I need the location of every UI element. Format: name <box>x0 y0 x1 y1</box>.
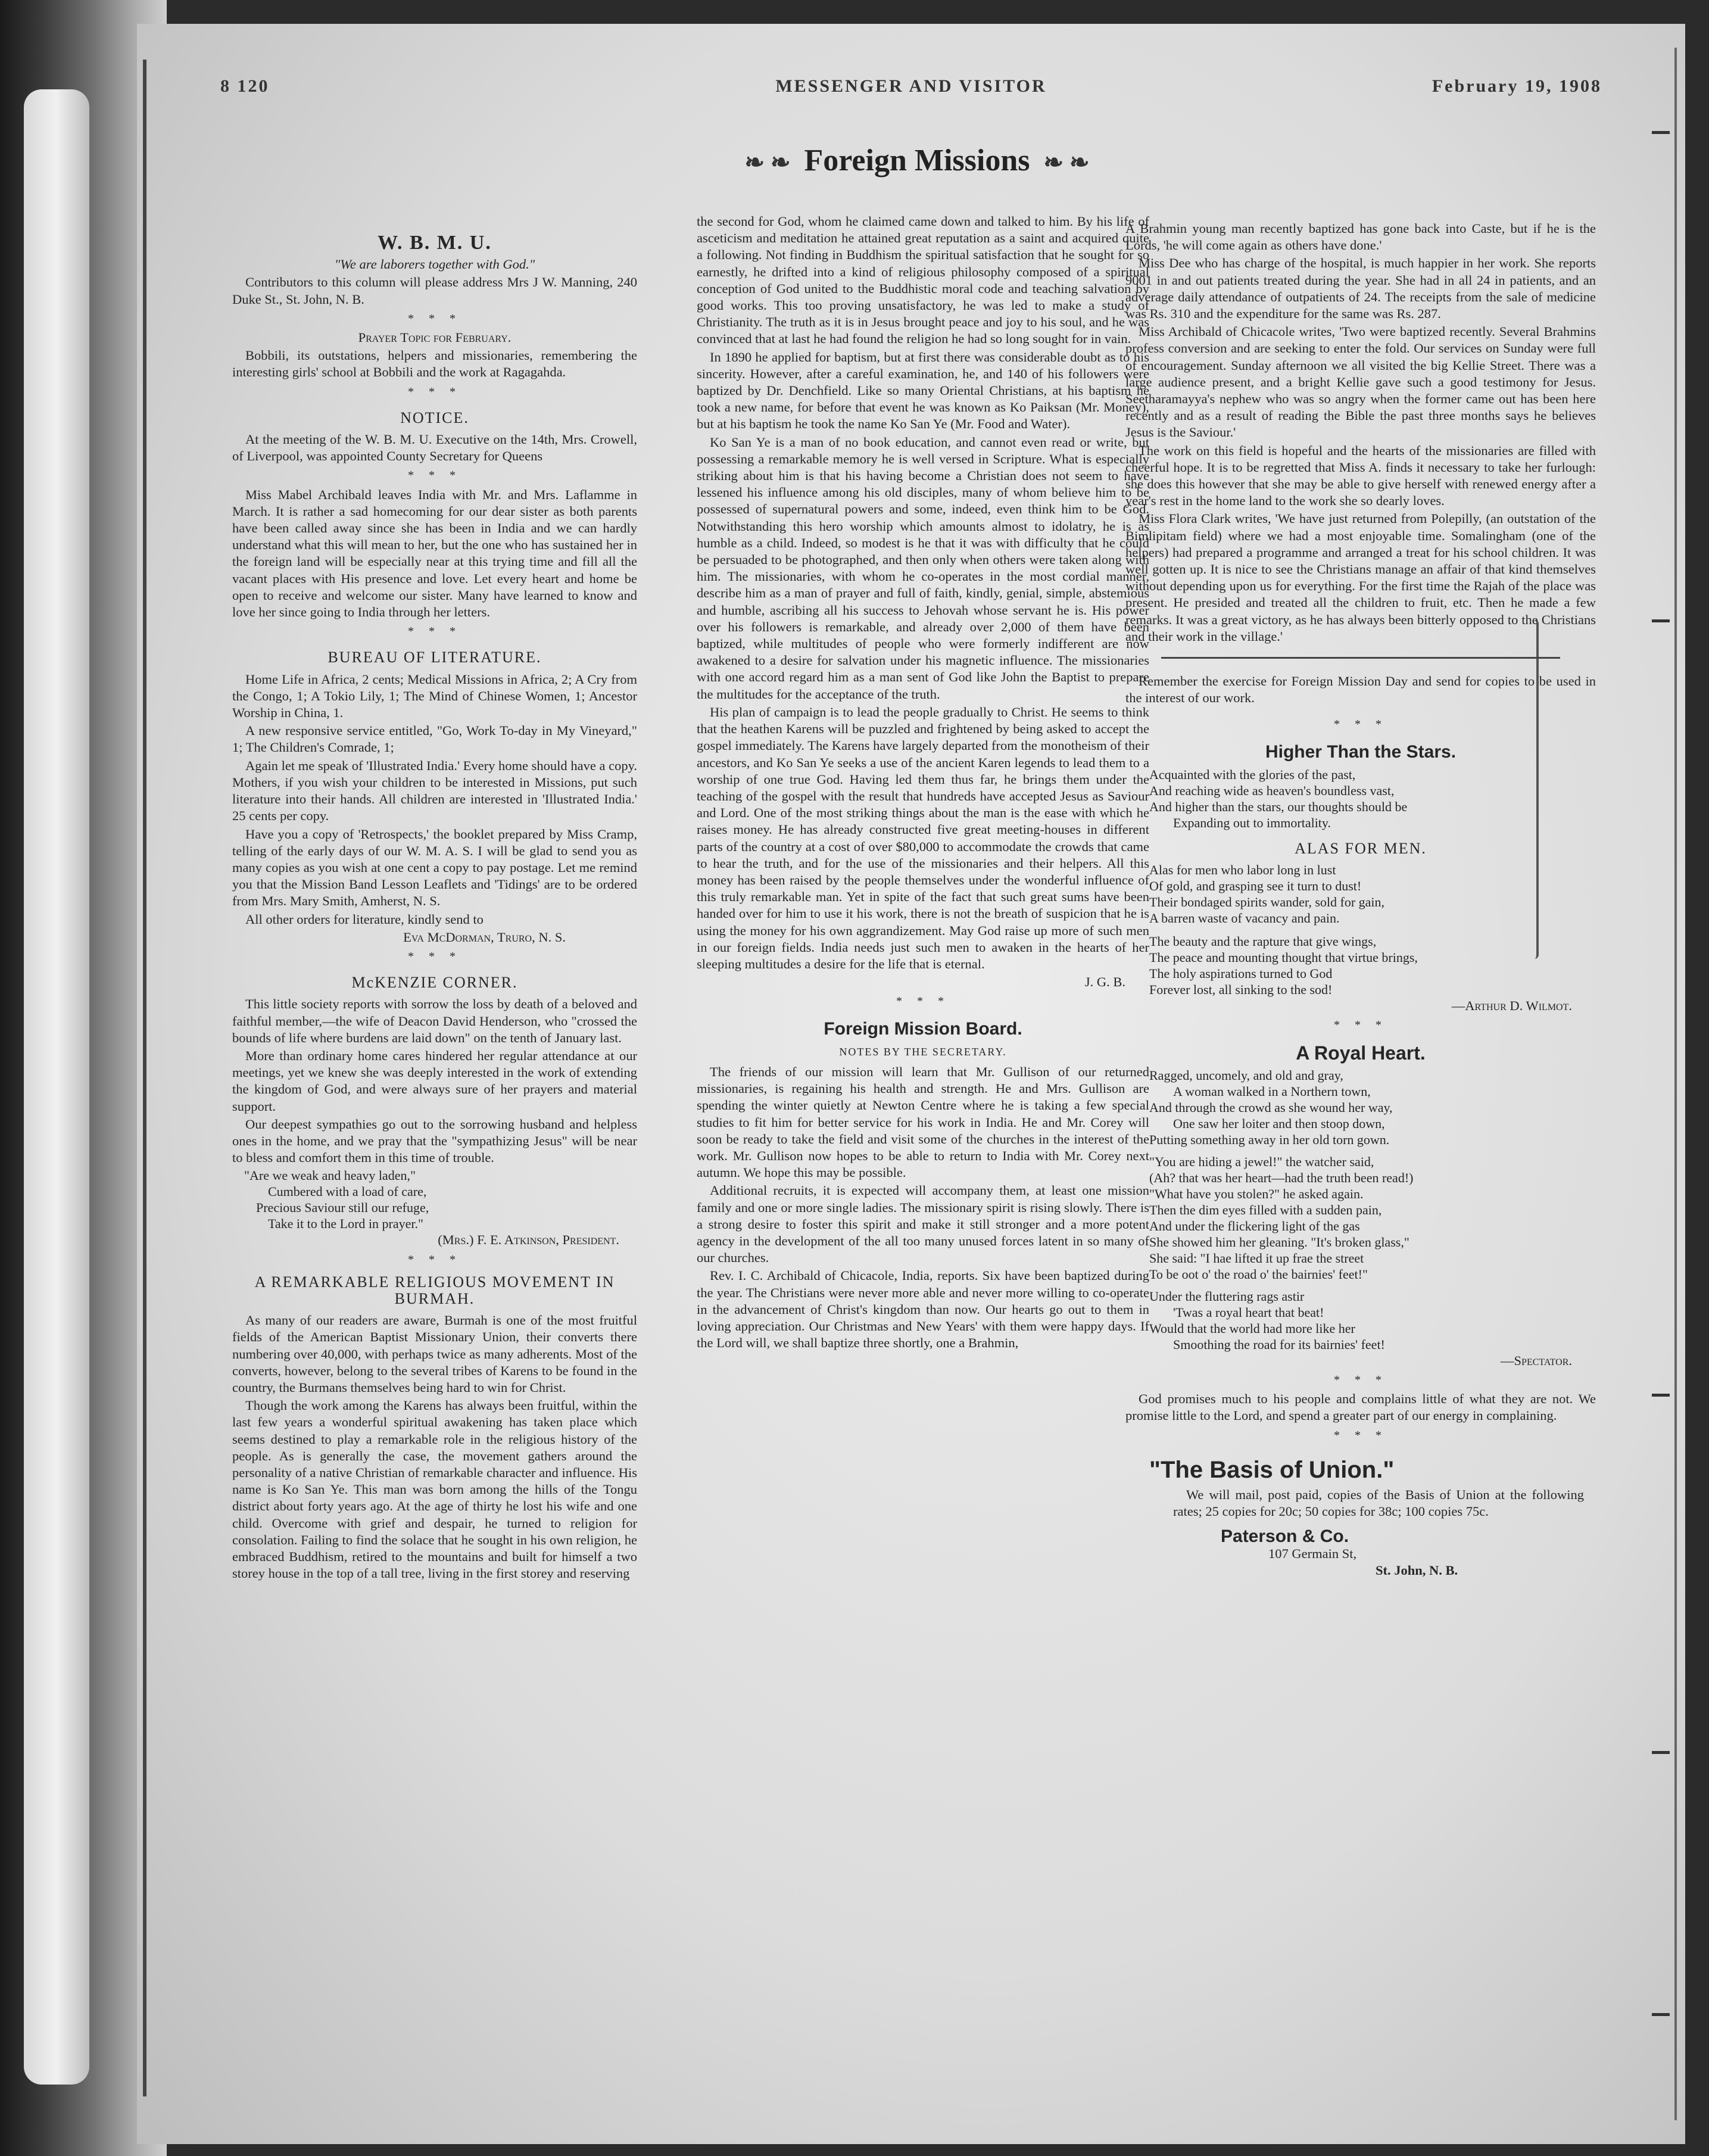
fmb-continued: Miss Flora Clark writes, 'We have just returned from Polepilly, (an outstation of the Bimlipitam field) where we had a most enjoyable time. Somalingham (one of the helpers) had prepared a programme and arranged a treat for his school children. It was well gotten up. It is nice to see the Christians manage an affair of that kind themselves without depending upon us for everything. For the first time the Rajah of the place was present. He presided and treated all the children to fruit, etc. Then he made a few remarks. It was a great victory, as he has always been bitterly opposed to the Christians and their work in the village.' <box>1125 511 1596 644</box>
royal-heart-signature: —Spectator. <box>1501 1353 1572 1368</box>
bureau-signature: Eva McDorman, Truro, N. S. <box>403 929 566 945</box>
page-edge-right <box>1674 48 1677 2120</box>
notice-text: At the meeting of the W. B. M. U. Executive on the 14th, Mrs. Crowell, of Liverpool, was appointed County Secretary for Queens <box>232 432 637 464</box>
fmb-continued: A Brahmin young man recently baptized has gone back into Caste, but if he is the Lords, 'he will come again as others have done.' <box>1125 221 1596 253</box>
burmah-continued: Ko San Ye is a man of no book education, and cannot even read or write, but possessing a remarkable memory he is well versed in Scripture. What is especially striking about him is that his having become a Christian does not seem to have lessened his influence among his old disciples, many of whom believe him to be possessed of supernatural powers and some, indeed, even think him to be God. Notwithstanding this hero worship which amounts almost to idolatry, he is as humble as a child. Indeed, so modest is he that it was with difficulty that he could be persuaded to be photographed, and then only when others were taken along with him. The missionaries, with whom he co-operates in the most cordial manner, describe him as a man of prayer and full of faith, kindly, genial, simple, abstemious and humble, ascribing all his success to Jehovah whose servant he is. His power over his followers is remarkable, and already over 2,000 of them have been baptized, while multitudes of people who were formerly indifferent are now awakened to a desire for salvation under his magnetic influence. The missionaries with one accord regard him as a man sent of God like John the Baptist to prepare the multitudes for the acceptance of the truth. <box>697 434 1149 702</box>
fmb-continued: Miss Dee who has charge of the hospital, is much happier in her work. She reports 9001 in and out patients treated during the year. She had in all 24 in patients, and an adverage daily attendance of outpatients of 24. The receipts from the sale of medicine was Rs. 310 and the expenditure for the same was Rs. 287. <box>1125 256 1596 322</box>
fmb-paragraph: Rev. I. C. Archibald of Chicacole, India, reports. Six have been baptized during the year. The Christians were never more able and never more willing to co-operate in the advancement of Christ's kingdom than now. Our hearts go out to them in loving appreciation. Our Christmas and New Years' with them were happy days. If the Lord will, we shall baptize three shortly, one a Brahmin, <box>697 1268 1149 1351</box>
wbmu-heading: W. B. M. U. <box>378 232 492 254</box>
burmah-continued: In 1890 he applied for baptism, but at first there was considerable doubt as to his sincerity. However, after a careful examination, he, and 140 of his followers were baptized by Dr. Denchfield. Like so many Oriental Christians, at his baptism he took a new name, for before that event he was known as Ko Paiksan (Mr. Money), but at his baptism he took the name Ko San Ye (Mr. Food and Water). <box>697 349 1149 432</box>
bureau-paragraph: Have you a copy of 'Retrospects,' the booklet prepared by Miss Cramp, telling of the early days of our W. M. A. S. I will be glad to send you as many copies as you wish at one cent a copy to pay postage. Let me remind you that the Mission Band Lesson Leaflets and 'Tidings' are to be ordered from Mrs. Mary Smith, Amherst, N. S. <box>232 826 637 909</box>
prayer-topic-heading: Prayer Topic for February. <box>358 330 512 345</box>
bureau-paragraph: Home Life in Africa, 2 cents; Medical Missions in Africa, 2; A Cry from the Congo, 1; A Tokio Lily, 1; The Mind of Chinese Women, 1; Ancestor Worship in China, 1. <box>232 671 637 721</box>
mckenzie-signature: (Mrs.) F. E. Atkinson, President. <box>438 1232 619 1248</box>
divider <box>1161 657 1560 659</box>
fmb-subheading: NOTES BY THE SECRETARY. <box>839 1045 1007 1058</box>
bureau-paragraph: All other orders for literature, kindly send to <box>245 911 484 927</box>
royal-heart-heading: A Royal Heart. <box>1296 1042 1426 1064</box>
page-number: 8 120 <box>220 76 270 96</box>
burmah-paragraph: Though the work among the Karens has always been fruitful, within the last few years a wonderful spiritual awakening has taken place which seems destined to play a remarkable role in the religious history of the people. As is generally the case, the movement gathers around the personality of a native Christian of remarkable character and influence. His name is Ko San Ye. This man was born among the hills of the Tongu district about forty years ago. At the age of thirty he lost his wife and one child. Overcome with grief and despair, he turned to religion for consolation. Failing to find the solace that he sought in his own religion, he embraced Buddhism, retired to the mountains and built for himself a two storey house in the top of a tall tree, living in the first storey and reserving <box>232 1398 637 1581</box>
burmah-signature: J. G. B. <box>1084 974 1125 990</box>
archibald-paragraph: Miss Mabel Archibald leaves India with Mr. and Mrs. Laflamme in March. It is rather a sad homecoming for our dear sister as both parents have been called away since she has been in India and we can hardly understand what this will mean to her, but the one who has sustained her in the foreign land will be especially near at this trying time and fill all the vacant places with His presence and love. Let every heart and home be open to receive and welcome our sister. Many have learned to know and love her since going to India through her letters. <box>232 487 637 620</box>
bureau-paragraph: A new responsive service entitled, "Go, Work To-day in My Vineyard," 1; The Children's Comrade, 1; <box>232 723 637 755</box>
ad-city: St. John, N. B. <box>1376 1562 1458 1578</box>
burmah-paragraph: As many of our readers are aware, Burmah is one of the most fruitful fields of the American Baptist Missionary Union, their converts there numbering over 40,000, with perhaps twice as many adherents. Most of the converts, however, belong to the several tribes of Karens to be found in the country, the Burmans themselves being hard to win for Christ. <box>232 1313 637 1395</box>
section-title: Foreign Missions <box>804 144 1030 177</box>
burmah-heading: A REMARKABLE RELIGIOUS MOVEMENT IN BURMAH. <box>254 1273 615 1307</box>
page-edge-left <box>143 60 146 2096</box>
mckenzie-paragraph: This little society reports with sorrow the loss by death of a beloved and faithful member,—the wife of Deacon David Henderson, who "crossed the bounds of life where burdens are laid down" on the tenth of January last. <box>232 996 637 1045</box>
leaf-ornament-icon: ❧ ❧ <box>744 149 791 176</box>
hymn-verse: "Are we weak and heavy laden," Cumbered with a load of care, Precious Saviour still our refuge, Take it to the Lord in prayer." <box>244 1168 429 1232</box>
basis-of-union-ad-heading: "The Basis of Union." <box>1149 1456 1395 1483</box>
burmah-continued: His plan of campaign is to lead the people gradually to Christ. He seems to think that the heathen Karens will be puzzled and frightened by being asked to accept the gospel immediately. The Karens have largely departed from the monotheism of their ancestors, and Ko San Ye seeks a use of the ancient Karen legends to lead them to a worship of one true God. Having led them thus far, he brings them under the teaching of the gospel with the result that hundreds have accepted Jesus as Saviour and Lord. One of the most striking things about the man is the ease with which he raises money. He has already constructed five great meeting-houses in different parts of the country at a cost of over $80,000 to accommodate the crowds that came to hear the truth, and for the use of the missionaries and their helpers. All this money has been raised by the people themselves under the wonderful influence of this truly remarkable man. Yet in spite of the fact that such great sums have been handed over for him to use it his work, there is not the breath of suspicion that he is using the money for his own aggrandizement. May God raise up more of such men in our foreign fields. India needs just such men to awaken in the hearts of her sleeping multitudes a desire for the life that is eternal. <box>697 704 1149 971</box>
notice-heading: NOTICE. <box>400 409 469 426</box>
alas-poem: Alas for men who labor long in lust Of gold, and grasping see it turn to dust! Their bondaged spirits wander, sold for gain, A barren waste of vacancy and pain. The beauty and the rapture that give wings, The peace and mounting thought that virtue brings, The holy aspirations turned to God Forever lost, all sinking to the sod! <box>1149 862 1418 998</box>
stars-poem-heading: Higher Than the Stars. <box>1265 741 1457 762</box>
prayer-topic-text: Bobbili, its outstations, helpers and missionaries, remembering the interesting girls' school at Bobbili and the work at Ragagahda. <box>232 348 637 380</box>
ad-firm-name: Paterson & Co. <box>1221 1526 1349 1547</box>
column-middle: the second for God, whom he claimed came down and talked to him. By his life of asceticism and meditation he attained great reputation as a saint and acquired quite a following. Not finding in Buddhism the spiritual satisfaction that he sought for so earnestly, he drifted into a kind of religious philosophy composed of a spiritual conception of God united to the Buddhistic moral code and teaching salvation by good works. This too proving unsatisfactory, he was led to make a study of Christianity. The truth as it is in Jesus brought peace and joy to his soul, and he was convinced that at last he had found the religion he had so long sought for in vain. In 1890 he applied for baptism, but at first there was considerable doubt as to his sincerity. However, after a careful examination, he, and 140 of his followers were baptized by Dr. Denchfield. Like so many Oriental Christians, at his baptism he took a new name, for before that event he was known as Ko Paiksan (Mr. Money), but at his baptism he took the name Ko San Ye (Mr. Food and Water). Ko San Ye is a man of no book education, and cannot even read or write, but possessing a remarkable memory he is well versed in Scripture. What is especially striking about him is that his having become a Christian does not seem to have lessened his influence among his old disciples, many of whom believe him to be possessed of supernatural powers and some, indeed, even think him to be God. Notwithstanding this hero worship which amounts almost to idolatry, he is as humble as a child. Indeed, so modest is he that it was with difficulty that he could be persuaded to be photographed, and then only when others were taken along with him. The missionaries, with whom he co-operates in the most cordial manner, describe him as a man of prayer and full of faith, kindly, genial, simple, abstemious and humble, ascribing all his success to Jehovah whose servant he is. His power over his followers is remarkable, and already over 2,000 of them have been baptized, while multitudes of people who were formerly indifferent are now awakened to a desire for salvation under his magnetic influence. The missionaries with one accord regard him as a man sent of God like John the Baptist to prepare the multitudes for the acceptance of the truth. His plan of campaign is to lead the people gradually to Christ. He seems to think that the heathen Karens will be puzzled and frightened by being asked to accept the gospel immediately. The Karens have largely departed from the monotheism of their ancestors, and Ko San Ye seeks a use of the ancient Karen legends to lead them to a worship of one true God. Having led them thus far, he brings them under the teaching of the gospel with the result that hundreds have accepted Jesus as Saviour and Lord. One of the most striking things about the man is the ease with which he raises money. He has already constructed five great meeting-houses in different parts of the country at a cost of over $80,000 to accommodate the crowds that came to hear the truth, and for the use of the missionaries and their helpers. All this money has been raised by the people themselves under the wonderful influence of this truly remarkable man. Yet in spite of the fact that such great sums have been handed over for him to use it his work, there is not the breath of suspicion that he is using the money for his own aggrandizement. May God raise up more of such men in our foreign fields. India needs just such men to awaken in the hearts of her sleeping multitudes a desire for the life that is eternal. J. G. B. * * * Foreign Mission Board. NOTES BY THE SECRETARY. The friends of our mission will learn that Mr. Gullison of our returned missionaries, is regaining his health and strength. He and Mrs. Gullison are spending the winter quietly at Newton Centre where he is taking a few special studies to fit him for better service for his work in India. He and Mr. Corey will soon be ready to take the field and visit some of the churches in the interest of the work. Mr. Gullison now hopes to be able to return to India with Mr. Corey next autumn. We hope this may be possible. Additional recruits, it is expected will accompany them, at least one mission family and one or more single ladies. The missionary spirit is rising slowly. There is a strong desire to foster this spirit and make it still stronger and a more potent agency in the development of the all too many unused forces latent in so many of our churches. Rev. I. C. Archibald of Chicacole, India, reports. Six have been baptized during the year. The Christians were never more able and never more willing to co-operate in the advancement of Christ's kingdom than now. Our hearts go out to them in loving appreciation. Our Christmas and New Years' with them were happy days. If the Lord will, we shall baptize three shortly, one a Brahmin, <box>697 213 1149 1353</box>
binding-strip <box>24 89 89 2085</box>
basis-of-union-ad-text: We will mail, post paid, copies of the Basis of Union at the following rates; 25 copies for 20c; 50 copies for 38c; 100 copies 75c. <box>1173 1487 1584 1519</box>
leaf-ornament-icon: ❧ ❧ <box>1043 149 1090 176</box>
paper-name: MESSENGER AND VISITOR <box>775 76 1047 96</box>
bureau-paragraph: Again let me speak of 'Illustrated India.' Every home should have a copy. Mothers, if you wish your children to be interested in Missions, put such literature into their hands. All children are interested in 'Illustrated India.' 25 cents per copy. <box>232 758 637 824</box>
promise-note: God promises much to his people and complains little of what they are not. We promise little to the Lord, and spend a greater part of our energy in complaining. <box>1125 1391 1596 1423</box>
fmb-continued: Miss Archibald of Chicacole writes, 'Two were baptized recently. Several Brahmins profess conversion and are seeking to enter the fold. Our services on Sunday were full of encouragement. Sunday afternoon we all visited the big Kellie Street. There was a large audience present, and a bright Kellie gave such a good testimony for Jesus. Seetharamayya's nephew who was so angry when the former came out has been here recently and as a result of reading the Bible the past three months says he believes Jesus is the Saviour.' <box>1125 324 1596 440</box>
mckenzie-heading: McKENZIE CORNER. <box>351 974 518 992</box>
wbmu-motto: "We are laborers together with God." <box>334 257 535 272</box>
ad-street-address: 107 Germain St, <box>1268 1546 1357 1561</box>
foreign-mission-day-note: Remember the exercise for Foreign Mission Day and send for copies to be used in the interest of our work. <box>1125 674 1596 706</box>
contributors-note: Contributors to this column will please address Mrs J W. Manning, 240 Duke St., St. John, N. B. <box>232 275 637 307</box>
issue-date: February 19, 1908 <box>1432 76 1602 96</box>
mckenzie-paragraph: Our deepest sympathies go out to the sorrowing husband and helpless ones in the home, and we pray that the "sympathizing Jesus" will be near to bless and comfort them in this time of trouble. <box>232 1116 637 1166</box>
fmb-heading: Foreign Mission Board. <box>824 1018 1022 1039</box>
stars-poem: Acquainted with the glories of the past, And reaching wide as heaven's boundless vast, And higher than the stars, our thoughts should be Expanding out to immortality. <box>1149 767 1408 830</box>
section-masthead <box>673 143 1161 178</box>
column-left: W. B. M. U. "We are laborers together with God." Contributors to this column will please address Mrs J W. Manning, 240 Duke St., St. John, N. B. * * * Prayer Topic for February. Bobbili, its outstations, helpers and missionaries, remembering the interesting girls' school at Bobbili and the work at Ragagahda. * * * NOTICE. At the meeting of the W. B. M. U. Executive on the 14th, Mrs. Crowell, of Liverpool, was appointed County Secretary for Queens * * * Miss Mabel Archibald leaves India with Mr. and Mrs. Laflamme in March. It is rather a sad homecoming for our dear sister as both parents have been called away since she has been in India and we can hardly understand what this will mean to her, but the one who has sustained her in the foreign land will be especially near at this trying time and fill all the vacant places with His presence and love. Let every heart and home be open to receive and welcome our sister. Many have learned to know and love her since going to India through her letters. * * * BUREAU OF LITERATURE. Home Life in Africa, 2 cents; Medical Missions in Africa, 2; A Cry from the Congo, 1; A Tokio Lily, 1; The Mind of Chinese Women, 1; Ancestor Worship in China, 1. A new responsive service entitled, "Go, Work To-day in My Vineyard," 1; The Children's Comrade, 1; Again let me speak of 'Illustrated India.' Every home should have a copy. Mothers, if you wish your children to be interested in Missions, put such literature into their hands. All children are interested in 'Illustrated India.' 25 cents per copy. Have you a copy of 'Retrospects,' the booklet prepared by Miss Cramp, telling of the early days of our W. M. A. S. I will be glad to send you as many copies as you wish at one cent a copy to pay postage. Let me remind you that the Mission Band Lesson Leaflets and 'Tidings' are to be ordered from Mrs. Mary Smith, Amherst, N. S. All other orders for literature, kindly send to Eva McDorman, Truro, N. S. * * * McKENZIE CORNER. This little society reports with sorrow the loss by death of a beloved and faithful member,—the wife of Deacon David Henderson, who "crossed the bounds of life where burdens are laid down" on the tenth of January last. More than ordinary home cares hindered her regular attendance at our meetings, yet we knew she was deeply interested in the work of extending the kingdom of God, and were always sure of her prayers and material support. Our deepest sympathies go out to the sorrowing husband and helpless ones in the home, and we pray that the "sympathizing Jesus" will be near to bless and comfort them in this time of trouble. "Are we weak and heavy laden," Cumbered with a load of care, Precious Saviour still our refuge, Take it to the Lord in prayer." (Mrs.) F. E. Atkinson, President. * * * A REMARKABLE RELIGIOUS MOVEMENT IN BURMAH. As many of our readers are aware, Burmah is one of the most fruitful fields of the American Baptist Missionary Union, their converts there numbering over 40,000, with perhaps twice as many adherents. Most of the converts, however, belong to the several tribes of Karens to be found in the country, the Burmans themselves being hard to win for Christ. Though the work among the Karens has always been fruitful, within the last few years a wonderful spiritual awakening has taken place which seems destined to play a remarkable role in the religious history of the people. As is generally the case, the movement gathers around the personality of a native Christian of remarkable character and influence. His name is Ko San Ye. This man was born among the hills of the Tongu district about forty years ago. At the age of thirty he lost his wife and one child. Overcome with grief and despair, he turned to religion for consolation. Failing to find the solace that he sought in his own religion, he embraced Buddhism, retired to the mountains and built for himself a two storey house in the top of a tall tree, living in the first storey and reserving <box>232 220 637 1583</box>
burmah-continued: the second for God, whom he claimed came down and talked to him. By his life of asceticism and meditation he attained great reputation as a saint and acquired quite a following. Not finding in Buddhism the spiritual satisfaction that he sought for so earnestly, he drifted into a kind of religious philosophy composed of a spiritual conception of God united to the Buddhistic moral code and teaching salvation by good works. This too proving unsatisfactory, he was led to make a study of Christianity. The truth as it is in Jesus brought peace and joy to his soul, and he was convinced that at last he had found the religion he had so long sought for in vain. <box>697 214 1149 347</box>
bureau-heading: BUREAU OF LITERATURE. <box>328 649 542 666</box>
newspaper-page <box>137 24 1685 2144</box>
column-right: A Brahmin young man recently baptized has gone back into Caste, but if he is the Lords, 'he will come again as others have done.' Miss Dee who has charge of the hospital, is much happier in her work. She reports 9001 in and out patients treated during the year. She had in all 24 in patients, and an adverage daily attendance of outpatients of 24. The receipts from the sale of medicine was Rs. 310 and the expenditure for the same was Rs. 287. Miss Archibald of Chicacole writes, 'Two were baptized recently. Several Brahmins profess conversion and are seeking to enter the fold. Our services on Sunday were full of encouragement. Sunday afternoon we all visited the big Kellie Street. There was a large audience present, and a bright Kellie gave such a good testimony for Jesus. Seetharamayya's nephew who was so angry when the former came out has been here recently and as a result of reading the Bible the past three months says he believes Jesus is the Saviour.' The work on this field is hopeful and the hearts of the missionaries are filled with cheerful hope. It is to be regretted that Miss A. finds it necessary to take her furlough: she does this however that she may be able to give herself with renewed energy after a year's rest in the home land to the work she so dearly loves. Miss Flora Clark writes, 'We have just returned from Polepilly, (an outstation of the Bimlipitam field) where we had a most enjoyable time. Somalingham (one of the helpers) had prepared a programme and arranged a treat for his school children. It was well gotten up. It is nice to see the Christians manage an affair of that kind themselves without depending upon us for everything. For the first time the Rajah of the place was present. He presided and treated all the children to fruit, etc. Then he made a few remarks. It was a great victory, as he has always been bitterly opposed to the Christians and their work in the village.' Remember the exercise for Foreign Mission Day and send for copies to be used in the interest of our work. * * * Higher Than the Stars. Acquainted with the glories of the past, And reaching wide as heaven's boundless vast, And higher than the stars, our thoughts should be Expanding out to immortality. ALAS FOR MEN. Alas for men who labor long in lust Of gold, and grasping see it turn to dust! Their bondaged spirits wander, sold for gain, A barren waste of vacancy and pain. The beauty and the rapture that give wings, The peace and mounting thought that virtue brings, The holy aspirations turned to God Forever lost, all sinking to the sod! —Arthur D. Wilmot. * * * A Royal Heart. Ragged, uncomely, and old and gray, A woman walked in a Northern town, And through the crowd as she wound her way, One saw her loiter and then stoop down, Putting something away in her old torn gown. "You are hiding a jewel!" the watcher said, (Ah? that was her heart—had the truth been read!) "What have you stolen?" he asked again. Then the dim eyes filled with a sudden pain, And under the flickering light of the gas She showed him her gleaning. "It's broken glass," She said: "I hae lifted it up frae the street To be oot o' the road o' the bairnies' feet!" Under the fluttering rags astir 'Twas a royal heart that beat! Would that the world had more like her Smoothing the road for its bairnies' feet! —Spectator. * * * God promises much to his people and complains little of what they are not. We promise little to the Lord, and spend a greater part of our energy in complaining. * * * "The Basis of Union." We will mail, post paid, copies of the Basis of Union at the following rates; 25 copies for 20c; 50 copies for 38c; 100 copies 75c. Paterson & Co. 107 Germain St, St. John, N. B. <box>1125 220 1596 1579</box>
fmb-paragraph: The friends of our mission will learn that Mr. Gullison of our returned missionaries, is regaining his health and strength. He and Mrs. Gullison are spending the winter quietly at Newton Centre where he is taking a few special studies to fit him for better service for his work in India. He and Mr. Corey will soon be ready to take the field and visit some of the churches in the interest of the work. Mr. Gullison now hopes to be able to return to India with Mr. Corey next autumn. We hope this may be possible. <box>697 1064 1149 1180</box>
fmb-paragraph: Additional recruits, it is expected will accompany them, at least one mission family and one or more single ladies. The missionary spirit is rising slowly. There is a strong desire to foster this spirit and make it still stronger and a more potent agency in the development of the all too many unused forces latent in so many of our churches. <box>697 1183 1149 1266</box>
separator-asterisks: * * * <box>408 311 461 325</box>
alas-heading: ALAS FOR MEN. <box>1295 839 1427 857</box>
fmb-continued: The work on this field is hopeful and the hearts of the missionaries are filled with cheerful hope. It is to be regretted that Miss A. finds it necessary to take her furlough: she does this however that she may be able to give herself with renewed energy after a year's rest in the home land to the work she so dearly loves. <box>1125 443 1596 509</box>
alas-signature: —Arthur D. Wilmot. <box>1451 998 1572 1014</box>
royal-heart-poem: Ragged, uncomely, and old and gray, A woman walked in a Northern town, And through the crowd as she wound her way, One saw her loiter and then stoop down, Putting something away in her old torn gown. "You are hiding a jewel!" the watcher said, (Ah? that was her heart—had the truth been read!) "What have you stolen?" he asked again. Then the dim eyes filled with a sudden pain, And under the flickering light of the gas She showed him her gleaning. "It's broken glass," She said: "I hae lifted it up frae the street To be oot o' the road o' the bairnies' feet!" Under the fluttering rags astir 'Twas a royal heart that beat! Would that the world had more like her Smoothing the road for its bairnies' feet! <box>1149 1067 1414 1352</box>
mckenzie-paragraph: More than ordinary home cares hindered her regular attendance at our meetings, yet we knew she was deeply interested in the work of extending the kingdom of God, and were always sure of her prayers and material support. <box>232 1048 637 1114</box>
